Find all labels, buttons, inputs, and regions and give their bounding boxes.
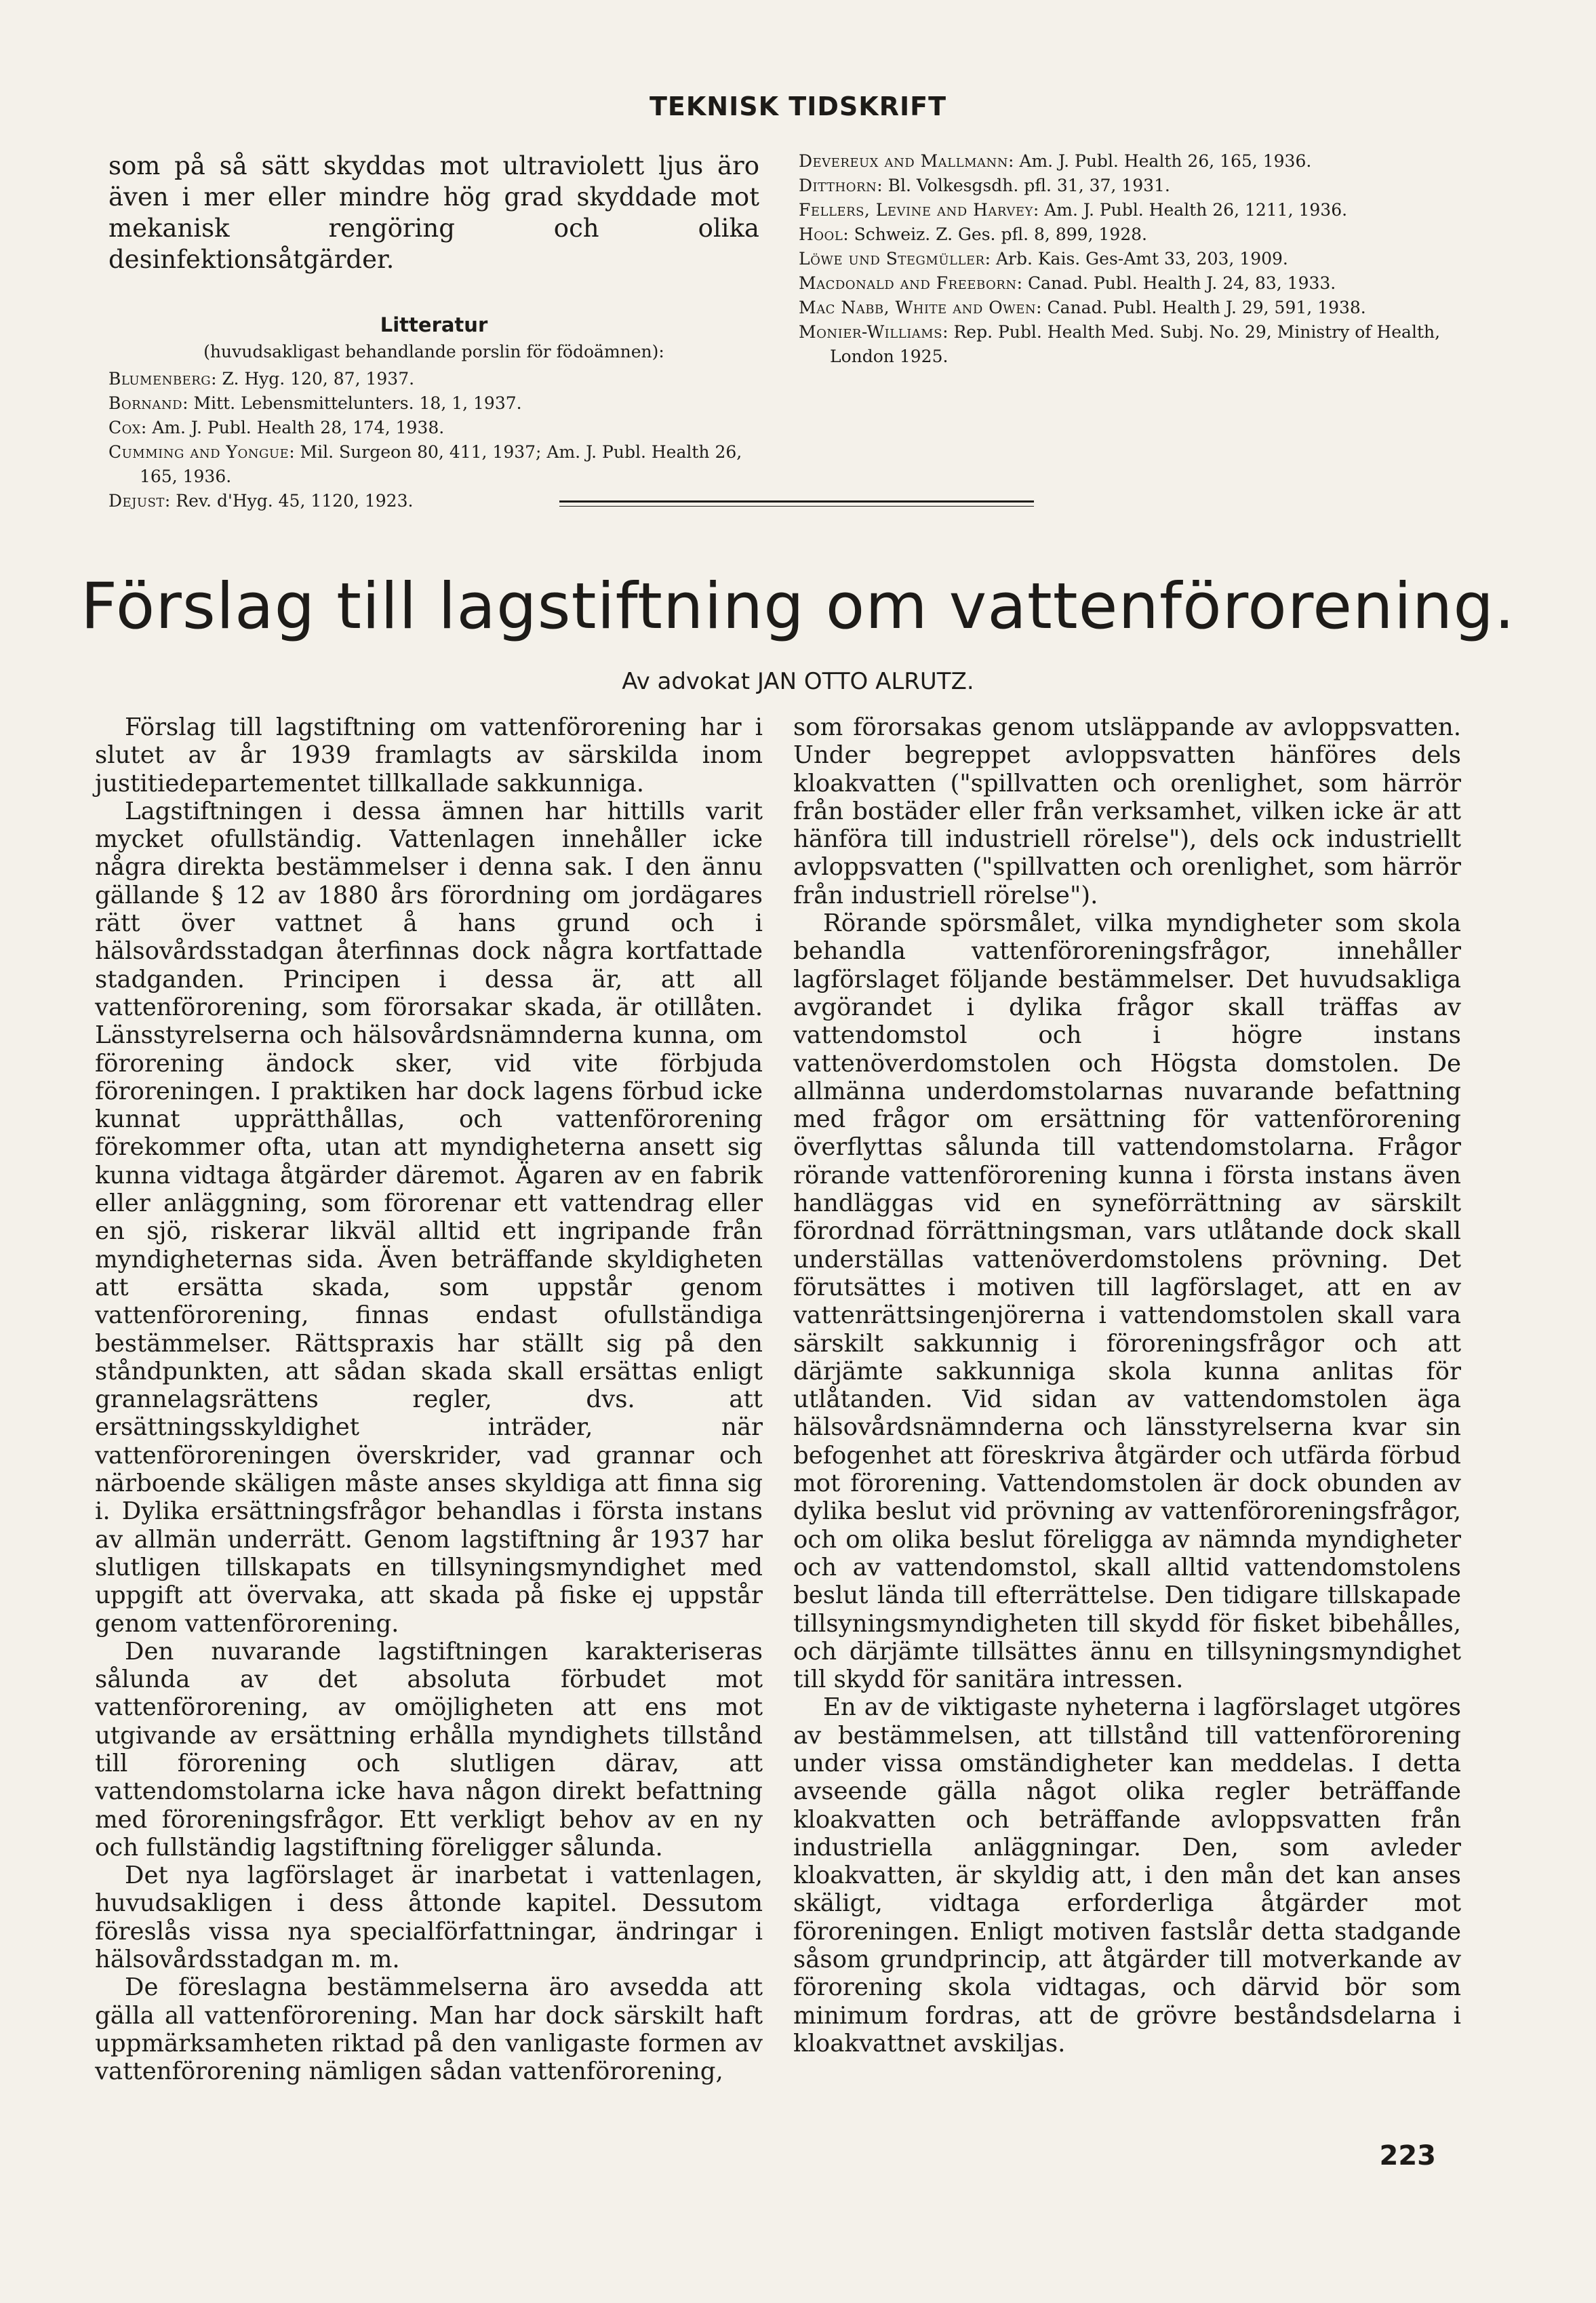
reference-item [799, 320, 1477, 369]
body-paragraph: Det nya lagförslaget är inarbetat i vattenlagen, huvudsakligen i dess åttonde kapitel. Dessutom föreslås vissa nya specialförfattningar, ändringar i hälsovårdsstadgan m. m. [95, 1862, 763, 1974]
body-paragraph: Förslag till lagstiftning om vattenförorening har i slutet av år 1939 framlagts av särskilda inom justitiedepartementet tillkallade sakkunniga. [95, 713, 763, 798]
journal-header: TEKNISK TIDSKRIFT [649, 92, 946, 121]
reference-citation: : Canad. Publ. Health J. 24, 83, 1933. [1016, 273, 1336, 293]
article-column-right [793, 713, 1461, 2058]
body-paragraph: En av de viktigaste nyheterna i lagförslaget utgöres av bestämmelsen, att tillstånd till vattenförorening under vissa omständigheter kan meddelas. I detta avseende gälla något olika regler beträffande kloakvatten och beträffande avloppsvatten från industriella anläggningar. Den, som avleder kloakvatten, är skyldig att, i den mån det kan anses skäligt, vidtaga erforderliga åtgärder mot föroreningen. Enligt motiven fastslår detta stadgande såsom grundprincip, att åtgärder till motverkande av förorening skola vidtagas, och därvid bör som minimum fordras, att de grövre beståndsdelarna i kloakvattnet avskiljas. [793, 1693, 1461, 2058]
reference-authors: Ditthorn [799, 176, 877, 195]
body-paragraph: Rörande spörsmålet, vilka myndigheter som skola behandla vattenföroreningsfrågor, innehåller lagförslaget följande bestämmelser. Det huvudsakliga avgörandet i dylika frågor skall träffas av vattendomstol och i högre instans vattenöverdomstolen och Högsta domstolen. De allmänna underdomstolarnas nuvarande befattning med frågor om ersättning för vattenförorening överflyttas sålunda till vattendomstolarna. Frågor rörande vattenförorening kunna i första instans även handläggas vid en syneförrättning av särskilt förordnad förrättningsman, vars utlåtande dock skall underställas vattenöverdomstolens prövning. Det förutsättes i motiven till lagförslaget, att en av vattenrättsingenjörerna i vattendomstolen skall vara särskilt sakkunnig i föroreningsfrågor och att därjämte sakkunniga skola kunna anlitas för utlåtanden. Vid sidan av vattendomstolen äga hälsovårdsnämnderna och länsstyrelserna kvar sin befogenhet att föreskriva åtgärder och utfärda förbud mot förorening. Vattendomstolen är dock obunden av dylika beslut vid prövning av vattenföroreningsfrågor, och om olika beslut föreligga av nämnda myndigheter och av vattendomstol, skall alltid vattendomstolens beslut lända till efterrättelse. Den tidigare tillskapade tillsyningsmyndigheten till skydd för fisket bibehålles, och därjämte tillsättes ännu en tillsyningsmyndighet till skydd för sanitära intressen. [793, 909, 1461, 1694]
reference-item [799, 222, 1477, 247]
reference-citation: : Bl. Volkesgsdh. pfl. 31, 37, 1931. [877, 176, 1170, 195]
reference-authors: Cumming and Yongue [108, 442, 290, 462]
section-divider [559, 500, 1034, 503]
article-title: Förslag till lagstiftning om vattenförorening. [81, 570, 1515, 644]
reference-authors: Mac Nabb, White and Owen [799, 298, 1037, 317]
reference-citation: : Am. J. Publ. Health 28, 174, 1938. [140, 418, 445, 437]
reference-citation: : Am. J. Publ. Health 26, 165, 1936. [1008, 151, 1312, 171]
reference-citation: : Canad. Publ. Health J. 29, 591, 1938. [1036, 298, 1366, 317]
reference-item [108, 416, 759, 440]
body-paragraph: Lagstiftningen i dessa ämnen har hittills varit mycket ofullständig. Vattenlagen innehåller icke några direkta bestämmelser i denna sak. I den ännu gällande § 12 av 1880 års förordning om jordägares rätt över vattnet å hans grund och i hälsovårdsstadgan återfinnas dock några kortfattade stadganden. Principen i dessa är, att all vattenförorening, som förorsakar skada, är otillåten. Länsstyrelserna och hälsovårdsnämnderna kunna, om förorening ändock sker, vid vite förbjuda föroreningen. I praktiken har dock lagens förbud icke kunnat upprätthållas, och vattenförorening förekommer ofta, utan att myndigheterna ansett sig kunna vidtaga åtgärder däremot. Ägaren av en fabrik eller anläggning, som förorenar ett vattendrag eller en sjö, riskerar likväl alltid ett ingripande från myndigheternas sida. Även beträffande skyldigheten att ersätta skada, som uppstår genom vattenförorening, finnas endast ofullständiga bestämmelser. Rättspraxis har ställt sig på den ståndpunkten, att sådan skada skall ersättas enligt grannelagsrättens regler, dvs. att ersättningsskyldighet inträder, när vattenföroreningen överskrider, vad grannar och närboende skäligen måste anses skyldiga att finna sig i. Dylika ersättningsfrågor behandlas i första instans av allmän underrätt. Genom lagstiftning år 1937 har slutligen tillskapats en tillsyningsmyndighet med uppgift att övervaka, att skada på fiske ej uppstår genom vattenförorening. [95, 797, 763, 1638]
reference-item [799, 247, 1477, 271]
literature-subheading: (huvudsakligast behandlande porslin för födoämnen): [203, 342, 664, 361]
reference-authors: Dejust [108, 491, 165, 511]
reference-citation: : Schweiz. Z. Ges. pfl. 8, 899, 1928. [843, 224, 1147, 244]
article-column-left [95, 713, 763, 2086]
reference-item [799, 174, 1477, 198]
reference-authors: Fellers, Levine and Harvey [799, 200, 1033, 220]
reference-item [799, 271, 1477, 296]
page-number: 223 [1379, 2140, 1436, 2171]
reference-citation: : Mil. Surgeon 80, 411, 1937; Am. J. Publ. Health 26, 165, 1936. [140, 442, 742, 486]
reference-authors: Macdonald and Freeborn [799, 273, 1017, 293]
reference-item [799, 198, 1477, 222]
reference-item [799, 149, 1477, 174]
reference-authors: Monier-Williams [799, 322, 943, 342]
reference-list-left [108, 367, 759, 513]
literature-heading: Litteratur [380, 313, 488, 336]
reference-citation: : Rev. d'Hyg. 45, 1120, 1923. [164, 491, 414, 511]
reference-citation: : Mitt. Lebensmittelunters. 18, 1, 1937. [182, 393, 522, 413]
previous-article-paragraph: som på så sätt skyddas mot ultraviolett ljus äro även i mer eller mindre hög grad skyddade mot mekanisk rengöring och olika desinfektionsåtgärder. [108, 151, 759, 274]
body-paragraph: Den nuvarande lagstiftningen karakteriseras sålunda av det absoluta förbudet mot vattenförorening, av omöjligheten att ens mot utgivande av ersättning erhålla myndighets tillstånd till förorening och slutligen därav, att vattendomstolarna icke hava någon direkt befattning med föroreningsfrågor. Ett verkligt behov av en ny och fullständig lagstiftning föreligger sålunda. [95, 1637, 763, 1862]
reference-item [108, 367, 759, 391]
reference-citation: : Arb. Kais. Ges-Amt 33, 203, 1909. [984, 249, 1288, 269]
previous-article-end [108, 151, 759, 513]
body-paragraph: som förorsakas genom utsläppande av avloppsvatten. Under begreppet avloppsvatten hänföres dels kloakvatten ("spillvatten och orenlighet, som härrör från bostäder eller från verksamhet, vilken icke är att hänföra till industriell rörelse"), dels ock industriellt avloppsvatten ("spillvatten och orenlighet, som härrör från industriell rörelse"). [793, 713, 1461, 909]
reference-authors: Löwe und Stegmüller [799, 249, 985, 269]
article-byline: Av advokat JAN OTTO ALRUTZ. [622, 668, 974, 695]
section-divider-thin [559, 506, 1034, 507]
reference-list-right [799, 149, 1477, 369]
reference-citation: : Am. J. Publ. Health 26, 1211, 1936. [1033, 200, 1348, 220]
reference-citation: : Rep. Publ. Health Med. Subj. No. 29, Ministry of Health, London 1925. [830, 322, 1441, 366]
reference-authors: Devereux and Mallmann [799, 151, 1009, 171]
reference-authors: Blumenberg [108, 369, 212, 389]
reference-item [799, 296, 1477, 320]
reference-item [108, 391, 759, 416]
reference-item [108, 440, 759, 489]
reference-authors: Bornand [108, 393, 183, 413]
reference-authors: Cox [108, 418, 141, 437]
reference-authors: Hool [799, 224, 843, 244]
reference-citation: : Z. Hyg. 120, 87, 1937. [211, 369, 415, 389]
body-paragraph: De föreslagna bestämmelserna äro avsedda att gälla all vattenförorening. Man har dock särskilt haft uppmärksamheten riktad på den vanligaste formen av vattenförorening nämligen sådan vattenförorening, [95, 1973, 763, 2086]
